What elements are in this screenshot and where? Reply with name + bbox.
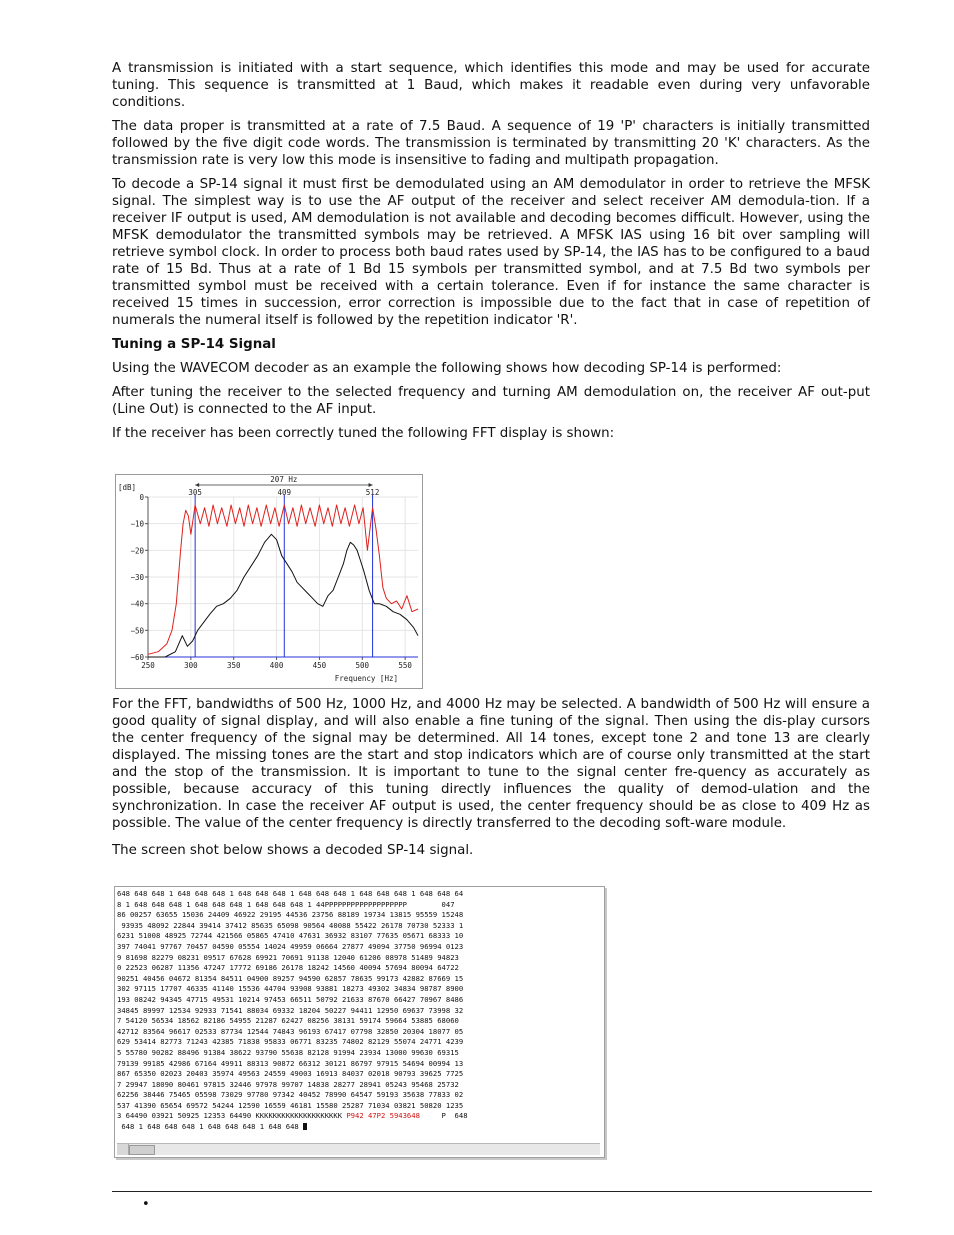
decoded-line: 867 65350 02023 20403 35974 49563 24559 49003 16913 84037 02018 90793 39625 7725: [117, 1069, 464, 1079]
decoded-line: 648 648 648 1 648 648 648 1 648 648 648 1 648 648 648 1 648 648 648 1 648 648 64: [117, 889, 464, 898]
decoded-line: 93935 48092 22844 39414 37412 85635 65098 90564 40088 55422 26178 70730 52333 1: [117, 920, 464, 930]
scroll-thumb[interactable]: [129, 1145, 155, 1155]
decoded-line: 86 00257 63655 15036 24409 46922 29195 44536 23756 88189 19734 13815 95559 15248: [117, 910, 464, 920]
decoded-line: 7 29947 18090 80461 97815 32446 97978 99707 14838 28277 28941 05243 95468 25732: [117, 1079, 459, 1089]
paragraph-screenshot-intro: The screen shot below shows a decoded SP-14 signal.: [112, 843, 474, 858]
cursor-label: 409: [277, 488, 292, 497]
paragraph-data-rate: The data proper is transmitted at a rate of 7.5 Baud. A sequence of 19 'P' characters is initially transmitted followed by the five digit code words. The transmission is terminated by transmitting 20 'K' characters. As the transmission rate is very low this mode is insensitive to fading and multipath propagation.: [112, 119, 870, 168]
x-tick-label: 550: [398, 661, 412, 670]
decoded-line: 79139 99185 42986 67164 49911 88313 90872 66312 30121 86797 97915 54694 00994 13: [117, 1058, 464, 1068]
paragraph-fft-intro: If the receiver has been correctly tuned the following FFT display is shown:: [112, 426, 615, 441]
horizontal-scrollbar[interactable]: [117, 1143, 600, 1155]
bandwidth-arrow-right: [369, 483, 373, 487]
x-axis-label: Frequency [Hz]: [334, 674, 398, 683]
spectrum-series-2: [148, 534, 418, 657]
decoded-line: 5 55780 90282 88496 91384 38622 93790 55638 82128 91994 23934 13000 99630 69315: [117, 1047, 459, 1057]
fft-display: [115, 474, 423, 689]
x-tick-label: 500: [355, 661, 370, 670]
decoded-line: 90251 40456 04672 81354 84511 04900 89257 94590 62857 78635 99173 42882 87669 15: [117, 973, 464, 983]
decoded-text-area[interactable]: [117, 889, 600, 1139]
bandwidth-label: 207 Hz: [270, 475, 298, 484]
x-tick-label: 350: [226, 661, 241, 670]
y-tick-label: −50: [130, 626, 144, 636]
document-body-continued: [112, 696, 870, 866]
y-tick-label: 0: [139, 493, 144, 502]
paragraph-start-sequence: A transmission is initiated with a start sequence, which identifies this mode and may be used for accurate tuning. This sequence is transmitted at 1 Baud, which makes it readable even during very unfavorable conditions.: [112, 61, 870, 110]
y-tick-label: −60: [130, 653, 144, 662]
spectrum-series-1: [148, 505, 418, 654]
document-body: [112, 60, 870, 449]
bandwidth-arrow-left: [195, 483, 199, 487]
decoded-line: 648 1 648 648 648 1 648 648 648 1 648 648: [117, 1122, 600, 1133]
cursor-label: 512: [365, 488, 380, 497]
paragraph-wavecom-example: Using the WAVECOM decoder as an example the following shows how decoding SP-14 is performed:: [112, 361, 782, 376]
decoded-line: 7 54120 56534 18562 82186 54955 21287 62427 08256 38131 59174 59664 53885 68060: [117, 1016, 459, 1026]
decoded-line: 42712 83564 96617 02533 87734 12544 74843 96193 67417 07798 32850 20304 18077 05: [117, 1026, 464, 1036]
decoded-red-text: P942 47P2 5943648: [346, 1111, 420, 1121]
cursor-label: 305: [188, 488, 202, 497]
paragraph-decoding: To decode a SP-14 signal it must first be demodulated using an AM demodulator in order to retrieve the MFSK signal. The simplest way is to use the AF output of the receiver and select receiver AM demodula-tion. If a receiver IF output is used, AM demodulation is not available and decoding becomes difficult. However, using the MFSK demodulator the transmitted symbols may be retrieved. A MFSK IAS using 16 bit over sampling will retrieve symbol clock. In order to process both baud rates used by SP-14, the IAS has to be configured to a baud rate of 15 Bd. Thus at a rate of 1 Bd 15 symbols per transmitted symbol, and at 7.5 Bd two symbols per transmitted symbol must be received with a certain tolerance. Even if for instance the same character is received 15 times in succession, error correction is impossible due to the fact that in case of repetition of numerals the numeral itself is followed by the repetition indicator 'R'.: [112, 177, 870, 328]
decoded-line: 193 08242 94345 47715 49531 10214 97453 66511 50792 21633 87670 66427 70967 8486: [117, 994, 464, 1004]
x-tick-label: 400: [269, 661, 284, 670]
decoded-line: 397 74041 97767 70457 04590 05554 14024 49959 06664 27877 49094 37750 96994 0123: [117, 941, 464, 951]
x-tick-label: 250: [141, 661, 155, 670]
section-heading-tuning: Tuning a SP-14 Signal: [112, 337, 276, 352]
x-tick-label: 300: [184, 661, 198, 670]
fft-chart: [116, 475, 422, 688]
y-tick-label: −40: [130, 599, 144, 609]
decoded-line: 6231 51008 48925 72744 421566 05865 47410 47631 36932 83107 77635 05671 68333 10: [117, 931, 464, 941]
y-axis-label: [dB]: [118, 483, 137, 492]
decoded-line: 9 81698 82279 08231 09517 67628 69921 70691 91138 12040 61206 08978 51489 94823: [117, 952, 459, 962]
decoded-line: 537 41390 65654 69572 54244 12590 16559 46181 15580 25287 71034 03821 50820 1235: [117, 1100, 464, 1110]
footer-bullet: •: [142, 1197, 150, 1212]
decoded-line: 629 53414 82773 71243 42385 71838 95833 06771 83235 74802 82129 55074 24771 4239: [117, 1037, 464, 1047]
footer-rule: [112, 1191, 872, 1192]
x-tick-label: 450: [312, 661, 327, 670]
decoded-line: 34845 89997 12534 92933 71541 88034 69332 18204 50227 94411 12950 69637 73998 32: [117, 1005, 464, 1015]
decoded-tail-text: P 648: [419, 1111, 468, 1121]
scroll-left-button[interactable]: [117, 1144, 129, 1155]
decoded-line: 0 22523 06287 11356 47247 17772 69186 26178 18242 14560 40094 57694 80094 64722: [117, 963, 459, 973]
y-tick-label: −10: [130, 519, 144, 529]
decoded-output-window: [114, 886, 605, 1158]
decoded-line: 8 1 648 648 648 1 648 648 648 1 648 648 648 1 44PPPPPPPPPPPPPPPPPPP 047: [117, 899, 455, 909]
y-tick-label: −20: [130, 546, 144, 556]
text-cursor: [303, 1123, 307, 1130]
decoded-line: 3 64490 03921 50925 12353 64490 KKKKKKKKKKKKKKKKKKKK P942 47P2 5943648 P 648: [117, 1111, 468, 1121]
decoded-line: 302 97115 17707 46335 41140 15536 44704 93908 93881 18273 49302 34834 98787 8900: [117, 984, 464, 994]
y-tick-label: −30: [130, 573, 144, 582]
paragraph-af-connection: After tuning the receiver to the selected frequency and turning AM demodulation on, the receiver AF out-put (Line Out) is connected to the AF input.: [112, 385, 870, 417]
paragraph-fft-bandwidth: For the FFT, bandwidths of 500 Hz, 1000 Hz, and 4000 Hz may be selected. A bandwidth of 500 Hz will ensure a good quality of signal display, and will also enable a fine tuning of the signal. Then using the dis-play cursors the center frequency of the signal may be determined. All 14 tones, except tone 2 and tone 13 are clearly displayed. The missing tones are the start and stop indicators which are of course only transmitted at the start and the stop of the transmission. It is important to tune to the signal center fre-quency as accurately as possible, because accuracy of this tuning directly influences the quality of demod-ulation and the synchronization. In case the receiver AF output is used, the center frequency should be as close to 409 Hz as possible. The value of the center frequency is directly transferred to the decoding soft-ware module.: [112, 697, 870, 831]
decoded-line: 62256 38446 75465 05598 73029 97780 97342 40452 78990 64547 59193 35638 77833 02: [117, 1090, 464, 1100]
